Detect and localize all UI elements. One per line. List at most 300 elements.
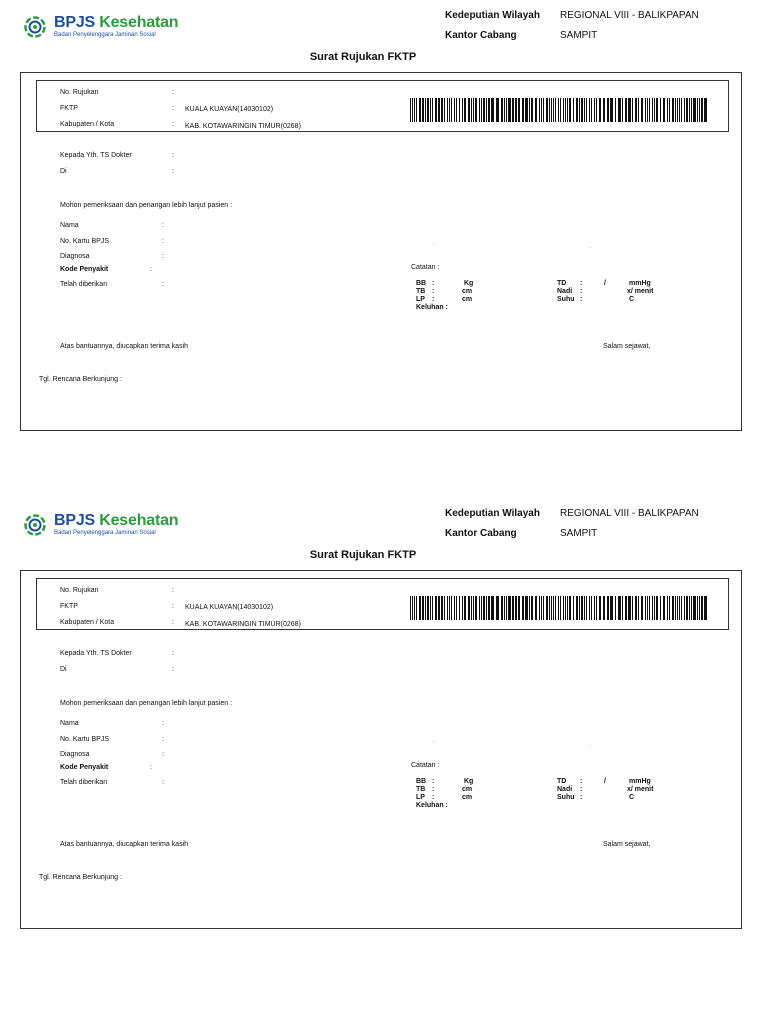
barcode-bar xyxy=(456,98,457,122)
di-colon: : xyxy=(172,168,174,175)
salam-sejawat-text: Salam sejawat, xyxy=(603,343,651,350)
barcode-bar xyxy=(491,596,494,620)
barcode-bar xyxy=(599,98,601,122)
barcode-bar xyxy=(462,98,463,122)
catatan-label: Catatan : xyxy=(411,762,440,769)
barcode-bar xyxy=(488,596,490,620)
barcode-bar xyxy=(506,596,507,620)
barcode-bar xyxy=(638,596,639,620)
barcode-bar xyxy=(684,596,685,620)
mohon-text: Mohon pemeriksaan dan penangan lebih lanjut pasien : xyxy=(60,202,233,209)
barcode-bar xyxy=(438,596,440,620)
barcode-bar xyxy=(649,98,650,122)
barcode-bar xyxy=(569,98,571,122)
nama-colon: : xyxy=(162,720,164,727)
barcode-bar xyxy=(479,596,480,620)
barcode-bar xyxy=(549,596,550,620)
lp-colon: : xyxy=(432,794,435,801)
bb-colon: : xyxy=(432,778,435,785)
barcode-bar xyxy=(525,596,528,620)
barcode-bar xyxy=(699,596,700,620)
barcode-bar xyxy=(471,98,472,122)
barcode-bar xyxy=(425,596,426,620)
nadi-unit: x/ menit xyxy=(627,288,654,295)
bpjs-logo-mark-icon xyxy=(24,514,46,536)
barcode-bar xyxy=(610,98,613,122)
td-unit: mmHg xyxy=(629,778,651,785)
kabupaten-value: KAB. KOTAWARINGIN TIMUR(0268) xyxy=(185,621,301,628)
barcode-bar xyxy=(529,98,530,122)
barcode-bar xyxy=(618,98,621,122)
logo-brand-text: BPJS Kesehatan xyxy=(54,14,179,31)
lp-unit: cm xyxy=(462,296,473,303)
barcode-bar xyxy=(567,596,568,620)
barcode-bar xyxy=(615,98,616,122)
suhu-colon: : xyxy=(580,296,583,303)
barcode-bar xyxy=(522,98,524,122)
barcode-bar xyxy=(518,98,520,122)
telah-diberikan-colon: : xyxy=(162,281,164,288)
barcode-bar xyxy=(555,98,556,122)
barcode-bar xyxy=(584,596,585,620)
barcode-bar xyxy=(591,98,592,122)
barcode-bar xyxy=(641,98,643,122)
referral-slip-1 xyxy=(0,0,768,460)
telah-diberikan-label: Telah diberikan xyxy=(60,281,108,288)
td-separator: / xyxy=(604,280,606,287)
barcode-bar xyxy=(462,596,463,620)
barcode-bar xyxy=(479,98,480,122)
barcode-bar xyxy=(419,98,421,122)
telah-diberikan-label: Telah diberikan xyxy=(60,779,108,786)
barcode-bar xyxy=(669,98,670,122)
barcode-bar xyxy=(481,596,482,620)
barcode-bar xyxy=(649,596,650,620)
nadi-label: Nadi xyxy=(557,786,573,793)
barcode-bar xyxy=(686,98,688,122)
barcode-bar xyxy=(475,596,477,620)
barcode-bar xyxy=(449,596,450,620)
atas-bantuannya-text: Atas bantuannya, diucapkan terima kasih xyxy=(60,841,189,848)
barcode-bar xyxy=(531,596,533,620)
barcode-bar xyxy=(579,98,580,122)
barcode-bar xyxy=(546,98,548,122)
barcode-bar xyxy=(660,98,661,122)
barcode-bar xyxy=(468,596,470,620)
barcode-bar xyxy=(553,98,554,122)
bpjs-logo-mark-icon xyxy=(24,16,46,38)
faint-dot xyxy=(590,247,591,248)
td-label: TD xyxy=(557,778,567,785)
barcode-bar xyxy=(449,98,450,122)
barcode-bar xyxy=(635,98,637,122)
barcode-bar xyxy=(558,98,559,122)
bb-label: BB xyxy=(416,280,427,287)
barcode-bar xyxy=(697,596,698,620)
barcode-bar xyxy=(456,596,457,620)
barcode-bar xyxy=(563,596,564,620)
barcode-bar xyxy=(603,98,605,122)
barcode-bar xyxy=(594,98,595,122)
bpjs-logo xyxy=(24,512,179,540)
barcode-bar xyxy=(435,98,437,122)
barcode-bar xyxy=(551,98,552,122)
barcode-bar xyxy=(645,98,646,122)
barcode-bar xyxy=(441,596,443,620)
suhu-label: Suhu xyxy=(557,296,575,303)
barcode-bar xyxy=(689,596,690,620)
no-kartu-colon: : xyxy=(162,736,164,743)
nama-label: Nama xyxy=(60,222,79,229)
lp-colon: : xyxy=(432,296,435,303)
barcode-bar xyxy=(565,596,566,620)
barcode-bar xyxy=(508,596,511,620)
faint-dot xyxy=(433,741,434,742)
kedeputian-value: REGIONAL VIII - BALIKPAPAN xyxy=(560,508,699,519)
barcode-bar xyxy=(701,596,703,620)
lp-label: LP xyxy=(416,296,425,303)
barcode-bar xyxy=(539,98,540,122)
barcode-bar xyxy=(622,98,623,122)
suhu-label: Suhu xyxy=(557,794,575,801)
kepada-colon: : xyxy=(172,152,174,159)
barcode-bar xyxy=(635,596,637,620)
nadi-colon: : xyxy=(580,786,583,793)
catatan-label: Catatan : xyxy=(411,264,440,271)
barcode-bar xyxy=(425,98,426,122)
kabupaten-value: KAB. KOTAWARINGIN TIMUR(0268) xyxy=(185,123,301,130)
diagnosa-label: Diagnosa xyxy=(60,253,90,260)
barcode-bar xyxy=(444,98,445,122)
barcode-bar xyxy=(675,596,676,620)
barcode-bar xyxy=(691,98,692,122)
kabupaten-colon: : xyxy=(172,619,174,626)
lp-unit: cm xyxy=(462,794,473,801)
barcode-bar xyxy=(632,98,633,122)
barcode-bar xyxy=(660,596,661,620)
di-label: Di xyxy=(60,168,67,175)
kedeputian-label: Kedeputian Wilayah xyxy=(445,508,540,519)
nama-colon: : xyxy=(162,222,164,229)
barcode-bar xyxy=(491,98,494,122)
logo-subtitle: Badan Penyelenggara Jaminan Sosial xyxy=(54,32,156,38)
barcode-bar xyxy=(654,98,655,122)
fktp-value: KUALA KUAYAN(14030102) xyxy=(185,604,274,611)
barcode-image xyxy=(410,596,710,620)
barcode-bar xyxy=(610,596,613,620)
barcode-bar xyxy=(579,596,580,620)
barcode-bar xyxy=(679,596,680,620)
barcode-bar xyxy=(689,98,690,122)
tgl-rencana-label: Tgl. Rencana Berkunjung : xyxy=(39,376,122,383)
mohon-text: Mohon pemeriksaan dan penangan lebih lanjut pasien : xyxy=(60,700,233,707)
barcode-bar xyxy=(432,596,433,620)
tb-label: TB xyxy=(416,786,426,793)
barcode-bar xyxy=(518,596,520,620)
barcode-bar xyxy=(589,596,590,620)
barcode-bar xyxy=(647,596,648,620)
barcode-bar xyxy=(628,98,631,122)
barcode-bar xyxy=(531,98,533,122)
barcode-bar xyxy=(488,98,490,122)
barcode-bar xyxy=(412,596,413,620)
barcode-bar xyxy=(512,596,514,620)
barcode-bar xyxy=(681,596,682,620)
faint-dot xyxy=(433,243,434,244)
tb-colon: : xyxy=(432,288,435,295)
barcode-bar xyxy=(496,596,499,620)
nadi-colon: : xyxy=(580,288,583,295)
no-rujukan-colon: : xyxy=(172,89,174,96)
barcode-bar xyxy=(663,98,665,122)
bb-unit: Kg xyxy=(464,280,474,287)
barcode-bar xyxy=(569,596,571,620)
barcode-bar xyxy=(581,596,583,620)
barcode-bar xyxy=(427,596,429,620)
barcode-bar xyxy=(444,596,445,620)
barcode-bar xyxy=(669,596,670,620)
barcode-bar xyxy=(596,596,597,620)
logo-brand-text: BPJS Kesehatan xyxy=(54,512,179,529)
barcode-bar xyxy=(632,596,633,620)
barcode-bar xyxy=(454,98,455,122)
barcode-bar xyxy=(594,596,595,620)
barcode-bar xyxy=(486,596,487,620)
barcode-bar xyxy=(565,98,566,122)
tb-unit: cm xyxy=(462,288,473,295)
barcode-bar xyxy=(451,98,452,122)
atas-bantuannya-text: Atas bantuannya, diucapkan terima kasih xyxy=(60,343,189,350)
barcode-bar xyxy=(654,596,655,620)
barcode-bar xyxy=(549,98,550,122)
barcode-bar xyxy=(672,98,674,122)
barcode-bar xyxy=(638,98,639,122)
bpjs-logo xyxy=(24,14,179,42)
barcode-bar xyxy=(481,98,482,122)
barcode-bar xyxy=(693,98,696,122)
barcode-bar xyxy=(541,98,542,122)
barcode-bar xyxy=(539,596,540,620)
barcode-bar xyxy=(603,596,605,620)
barcode-bar xyxy=(515,98,517,122)
no-rujukan-label: No. Rujukan xyxy=(60,89,99,96)
barcode-bar xyxy=(422,98,424,122)
barcode-bar xyxy=(607,98,609,122)
di-colon: : xyxy=(172,666,174,673)
barcode-bar xyxy=(447,596,448,620)
barcode-bar xyxy=(522,596,524,620)
document-title: Surat Rujukan FKTP xyxy=(309,51,417,63)
barcode-bar xyxy=(475,98,477,122)
barcode-bar xyxy=(704,98,707,122)
barcode-bar xyxy=(584,98,585,122)
barcode-bar xyxy=(430,596,431,620)
no-kartu-colon: : xyxy=(162,238,164,245)
barcode-bar xyxy=(496,98,499,122)
kabupaten-label: Kabupaten / Kota xyxy=(60,619,115,626)
barcode-bar xyxy=(551,596,552,620)
fktp-label: FKTP xyxy=(60,603,78,610)
barcode-bar xyxy=(506,98,507,122)
barcode-bar xyxy=(618,596,621,620)
barcode-bar xyxy=(652,98,653,122)
no-kartu-label: No. Kartu BPJS xyxy=(60,736,110,743)
barcode-bar xyxy=(663,596,665,620)
barcode-bar xyxy=(596,98,597,122)
barcode-bar xyxy=(535,98,537,122)
barcode-bar xyxy=(486,98,487,122)
barcode-bar xyxy=(586,98,587,122)
td-colon: : xyxy=(580,280,583,287)
barcode-bar xyxy=(473,98,474,122)
barcode-bar xyxy=(483,98,485,122)
barcode-bar xyxy=(471,596,472,620)
kode-penyakit-label: Kode Penyakit xyxy=(60,764,109,771)
barcode-bar xyxy=(645,596,646,620)
salam-sejawat-text: Salam sejawat, xyxy=(603,841,651,848)
barcode-bar xyxy=(451,596,452,620)
barcode-bar xyxy=(667,98,668,122)
barcode-bar xyxy=(541,596,542,620)
barcode-bar xyxy=(447,98,448,122)
tb-colon: : xyxy=(432,786,435,793)
barcode-bar xyxy=(672,596,674,620)
barcode-bar xyxy=(546,596,548,620)
barcode-bar xyxy=(576,98,578,122)
barcode-bar xyxy=(675,98,676,122)
kantor-label: Kantor Cabang xyxy=(445,30,517,41)
barcode-bar xyxy=(555,596,556,620)
td-label: TD xyxy=(557,280,567,287)
barcode-bar xyxy=(438,98,440,122)
barcode-bar xyxy=(432,98,433,122)
no-rujukan-colon: : xyxy=(172,587,174,594)
barcode-bar xyxy=(441,98,443,122)
kabupaten-label: Kabupaten / Kota xyxy=(60,121,115,128)
document-title: Surat Rujukan FKTP xyxy=(309,549,417,561)
barcode-bar xyxy=(576,596,578,620)
kantor-value: SAMPIT xyxy=(560,528,598,539)
suhu-unit: C xyxy=(629,296,635,303)
barcode-bar xyxy=(615,596,616,620)
faint-dot xyxy=(590,745,591,746)
barcode-bar xyxy=(697,98,698,122)
barcode-bar xyxy=(656,596,658,620)
barcode-bar xyxy=(430,98,431,122)
barcode-bar xyxy=(567,98,568,122)
barcode-bar xyxy=(512,98,514,122)
barcode-bar xyxy=(628,596,631,620)
kantor-label: Kantor Cabang xyxy=(445,528,517,539)
no-rujukan-label: No. Rujukan xyxy=(60,587,99,594)
diagnosa-colon: : xyxy=(162,751,164,758)
barcode-bar xyxy=(414,596,415,620)
barcode-bar xyxy=(573,98,574,122)
barcode-bar xyxy=(419,596,421,620)
tb-unit: cm xyxy=(462,786,473,793)
kantor-value: SAMPIT xyxy=(560,30,598,41)
suhu-unit: C xyxy=(629,794,635,801)
barcode-bar xyxy=(677,98,678,122)
barcode-bar xyxy=(468,98,470,122)
barcode-bar xyxy=(641,596,643,620)
barcode-bar xyxy=(464,98,466,122)
barcode-bar xyxy=(459,596,460,620)
barcode-bar xyxy=(412,98,413,122)
barcode-bar xyxy=(504,596,505,620)
barcode-bar xyxy=(422,596,424,620)
barcode-bar xyxy=(501,98,503,122)
bb-colon: : xyxy=(432,280,435,287)
barcode-bar xyxy=(599,596,601,620)
di-label: Di xyxy=(60,666,67,673)
barcode-bar xyxy=(410,98,411,122)
td-separator: / xyxy=(604,778,606,785)
fktp-value: KUALA KUAYAN(14030102) xyxy=(185,106,274,113)
barcode-bar xyxy=(622,596,623,620)
barcode-bar xyxy=(581,98,583,122)
bb-unit: Kg xyxy=(464,778,474,785)
barcode-bar xyxy=(543,98,544,122)
diagnosa-label: Diagnosa xyxy=(60,751,90,758)
bb-label: BB xyxy=(416,778,427,785)
barcode-bar xyxy=(589,98,590,122)
barcode-bar xyxy=(563,98,564,122)
tb-label: TB xyxy=(416,288,426,295)
kepada-colon: : xyxy=(172,650,174,657)
barcode-bar xyxy=(573,596,574,620)
barcode-bar xyxy=(607,596,609,620)
barcode-bar xyxy=(679,98,680,122)
barcode-bar xyxy=(515,596,517,620)
barcode-bar xyxy=(699,98,700,122)
barcode-bar xyxy=(464,596,466,620)
barcode-bar xyxy=(473,596,474,620)
barcode-bar xyxy=(483,596,485,620)
no-kartu-label: No. Kartu BPJS xyxy=(60,238,110,245)
nadi-unit: x/ menit xyxy=(627,786,654,793)
kedeputian-label: Kedeputian Wilayah xyxy=(445,10,540,21)
barcode-bar xyxy=(686,596,688,620)
barcode-bar xyxy=(652,596,653,620)
barcode-bar xyxy=(410,596,411,620)
barcode-bar xyxy=(553,596,554,620)
nadi-label: Nadi xyxy=(557,288,573,295)
fktp-colon: : xyxy=(172,105,174,112)
barcode-bar xyxy=(501,596,503,620)
barcode-bar xyxy=(504,98,505,122)
barcode-bar xyxy=(558,596,559,620)
barcode-bar xyxy=(691,596,692,620)
nama-label: Nama xyxy=(60,720,79,727)
barcode-bar xyxy=(529,596,530,620)
barcode-bar xyxy=(591,596,592,620)
kepada-label: Kepada Yth. TS Dokter xyxy=(60,152,132,159)
td-unit: mmHg xyxy=(629,280,651,287)
lp-label: LP xyxy=(416,794,425,801)
barcode-bar xyxy=(656,98,658,122)
barcode-bar xyxy=(459,98,460,122)
suhu-colon: : xyxy=(580,794,583,801)
barcode-bar xyxy=(414,98,415,122)
keluhan-label: Keluhan : xyxy=(416,304,448,311)
barcode-bar xyxy=(693,596,696,620)
barcode-bar xyxy=(704,596,707,620)
barcode-image xyxy=(410,98,710,122)
logo-subtitle: Badan Penyelenggara Jaminan Sosial xyxy=(54,530,156,536)
barcode-bar xyxy=(625,98,627,122)
kode-penyakit-colon: : xyxy=(150,266,152,273)
